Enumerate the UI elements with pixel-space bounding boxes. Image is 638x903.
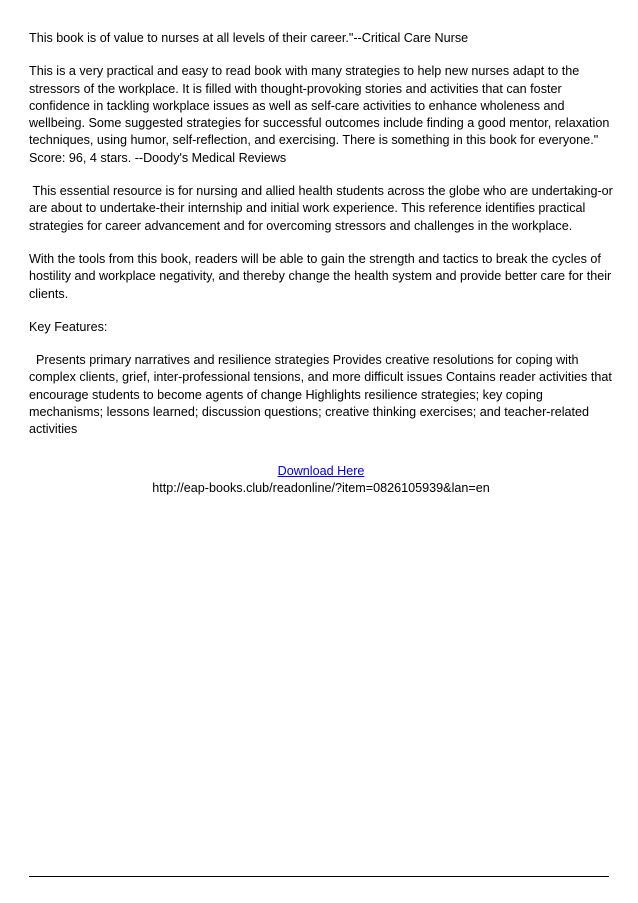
download-link[interactable]: Download Here xyxy=(277,463,365,478)
tools-paragraph: With the tools from this book, readers will be able to gain the strength and tactics to break the cycles of hostility and workplace negativity, and thereby change the health system and provide better care for their clients. xyxy=(29,251,615,301)
download-url: http://eap-books.club/readonline/?item=0826105939&lan=en xyxy=(152,480,490,495)
key-features-paragraph: Presents primary narratives and resilience strategies Provides creative resolutions for coping with complex clients, grief, inter-professional tensions, and more difficult issues Contains reader activities that encourage students to become agents of change Highlights resilience strategies; key coping mechanisms; lessons learned; discussion questions; creative thinking exercises; and teacher-related activities xyxy=(29,353,616,437)
download-block xyxy=(29,463,613,498)
review-doodys-medical-reviews: This is a very practical and easy to read book with many strategies to help new nurses adapt to the stressors of the workplace. It is filled with thought-provoking stories and activities that can foster confidence in tackling workplace issues as well as self-care activities to enhance wholeness and wellbeing. Some suggested strategies for successful outcomes include finding a good mentor, relaxation techniques, using humor, self-reflection, and exercising. There is something in this book for everyone." Score: 96, 4 stars. --Doody's Medical Reviews xyxy=(29,64,613,165)
review-quote-critical-care-nurse: This book is of value to nurses at all levels of their career."--Critical Care Nurse xyxy=(29,31,469,45)
description-paragraph: This essential resource is for nursing and allied health students across the globe who are undertaking-or are about to undertake-their internship and initial work experience. This reference identifies practical strategies for career advancement and for overcoming stressors and challenges in the workplace. xyxy=(29,184,617,233)
document-page xyxy=(29,30,617,497)
key-features-heading: Key Features: xyxy=(29,319,108,334)
footer-divider xyxy=(29,876,609,877)
